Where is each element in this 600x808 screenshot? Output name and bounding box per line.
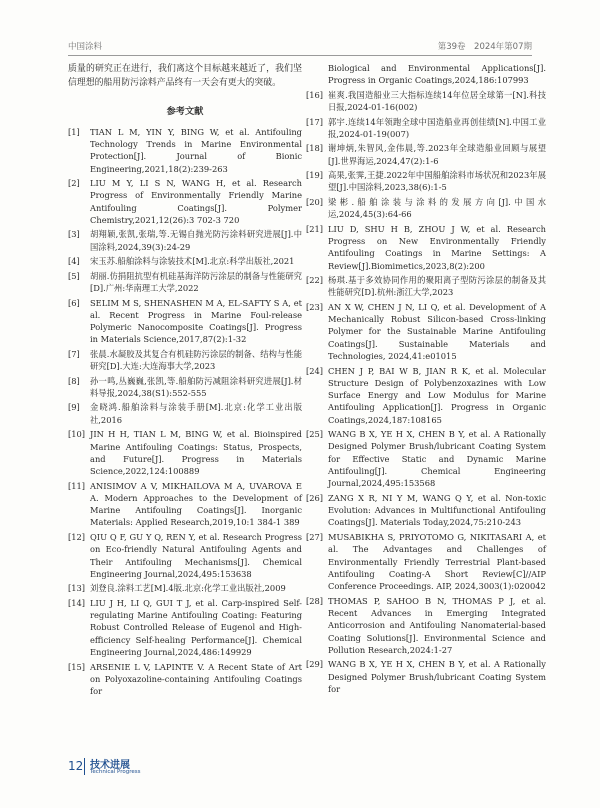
reference-number: [14] xyxy=(68,597,86,608)
references-title: 参考文献 xyxy=(166,106,204,118)
reference-text: 胡丽.仿捐阻抗型有机硅基海洋防污涂层的制备与性能研究[D].广州:华南理工大学,2022 xyxy=(90,270,302,294)
reference-item xyxy=(306,365,546,426)
reference-text: ZANG X R, NI Y M, WANG Q Y, et al. Non-toxic Evolution: Advances in Multifunctional Antifouling Coatings[J]. Materials Today,2024,75:210-243 xyxy=(328,492,546,528)
reference-item xyxy=(68,531,302,580)
reference-number: [26] xyxy=(306,492,324,503)
reference-continuation: Biological and Environmental Applications[J]. Progress in Organic Coatings,2024,186:107993 xyxy=(328,63,546,86)
reference-item xyxy=(306,89,546,114)
reference-item xyxy=(306,658,546,695)
right-reference-list xyxy=(306,89,546,695)
footer-divider xyxy=(84,758,85,775)
reference-text: ANISIMOV A V, MIKHAILOVA M A, UVAROVA E A. Modern Approaches to the Development of Marine Antifouling Coatings[J]. Inorganic Materials: Applied Research,2019,10:1 384-1 389 xyxy=(90,480,302,528)
journal-name: 中国涂料 xyxy=(68,42,103,52)
reference-item xyxy=(68,401,302,426)
reference-text: 梁彬.船舶涂装与涂料的发展方向[J].中国水运,2024,45(3):64-66 xyxy=(328,196,546,220)
reference-text: 崔爽.我国造船业三大指标连续14年位居全球第一[N].科技日报,2024-01-16(002) xyxy=(328,89,546,113)
reference-number: [24] xyxy=(306,365,324,376)
column-name-english: Technical Progress xyxy=(90,769,141,775)
reference-number: [28] xyxy=(306,595,324,606)
reference-text: WANG B X, YE H X, CHEN B Y, et al. A Rationally Designed Polymer Brush/lubricant Coating System for xyxy=(328,659,546,694)
issue-info: 第39卷 2024年第07期 xyxy=(437,42,532,52)
page-number: 12 xyxy=(68,759,84,773)
left-reference-list xyxy=(68,126,302,698)
header-rule xyxy=(68,55,532,56)
reference-item xyxy=(306,196,546,221)
reference-number: [21] xyxy=(306,223,324,234)
reference-number: [1] xyxy=(68,126,80,137)
page-footer xyxy=(68,756,268,780)
left-column xyxy=(68,62,302,700)
reference-number: [27] xyxy=(306,531,324,542)
reference-text: TIAN L M, YIN Y, BING W, et al. Antifouling Technology Trends in Marine Environmental Protection[J]. Journal of Bionic Engineering,2021,18(2):239-263 xyxy=(90,126,302,174)
reference-item xyxy=(68,375,302,400)
page-header xyxy=(0,0,600,52)
reference-item xyxy=(306,531,546,592)
reference-item xyxy=(306,492,546,529)
reference-item xyxy=(68,582,302,594)
reference-item xyxy=(68,126,302,175)
reference-number: [9] xyxy=(68,402,80,413)
reference-text: THOMAS P, SAHOO B N, THOMAS P J, et al. Recent Advances in Emerging Integrated Anticorrosion and Antifouling Nanomaterial-based Coating Solutions[J]. Environmental Science and Pollution Research,2024:1-27 xyxy=(328,595,546,655)
right-column xyxy=(306,62,546,697)
reference-item xyxy=(306,116,546,141)
reference-item xyxy=(68,297,302,346)
reference-item xyxy=(68,428,302,477)
reference-number: [12] xyxy=(68,531,86,542)
intro-paragraph: 质量的研究正在进行，我们离这个目标越来越近了，我们坚信理想的船用防污涂料产品终有一天会有更大的突破。 xyxy=(68,64,302,89)
reference-text: 金晓鸿.船舶涂料与涂装手册[M].北京:化学工业出版社,2016 xyxy=(90,402,302,425)
reference-text: 郭宇.连续14年领跑全球中国造船业再创佳绩[N].中国工业报,2024-01-19(007) xyxy=(328,116,546,139)
reference-number: [23] xyxy=(306,301,324,312)
reference-number: [10] xyxy=(68,429,86,440)
reference-number: [6] xyxy=(68,297,80,308)
reference-text: SELIM M S, SHENASHEN M A, EL-SAFTY S A, et al. Recent Progress in Marine Foul-release Polymeric Nanocomposite Coatings[J]. Progress in Materials Science,2017,87(2):1-32 xyxy=(90,297,302,345)
reference-text: ARSENIE L V, LAPINTE V. A Recent State of Art on Polyoxazoline-containing Antifouling Coatings for xyxy=(90,661,302,697)
reference-number: [17] xyxy=(306,116,324,127)
reference-text: LIU M Y, LI S N, WANG H, et al. Research Progress of Environmentally Friendly Marine Antifouling Coatings[J]. Polymer Chemistry,2021,12(26):3 702-3 720 xyxy=(90,178,302,225)
reference-number: [11] xyxy=(68,480,86,491)
column-name: 技术进展 xyxy=(90,760,130,771)
reference-number: [5] xyxy=(68,270,80,281)
reference-number: [25] xyxy=(306,429,324,440)
reference-number: [29] xyxy=(306,659,324,670)
reference-item xyxy=(68,661,302,698)
reference-item xyxy=(306,274,546,299)
reference-text: 杨琪.基于多效协同作用的聚阳离子型防污涂层的制备及其性能研究[D].杭州:浙江大学,2023 xyxy=(328,275,546,298)
reference-item xyxy=(306,142,546,167)
reference-item xyxy=(68,177,302,226)
reference-number: [13] xyxy=(68,583,86,594)
reference-text: LIU J H, LI Q, GUI T J, et al. Carp-inspired Self-regulating Marine Antifouling Coating: Featuring Robust Controlled Release of Eugenol and High-efficiency Self-healing Performance[J]. Chemical Engineering Journal,2024,486:149929 xyxy=(90,597,302,658)
reference-number: [3] xyxy=(68,229,80,240)
reference-number: [20] xyxy=(306,196,324,207)
reference-number: [8] xyxy=(68,375,80,386)
reference-item xyxy=(306,428,546,489)
reference-text: AN X W, CHEN J N, LI Q, et al. Development of A Mechanically Robust Silicon-based Cross-linking Polymer for the Sustainable Marine Antifouling Coatings[J]. Sustainable Materials and Technologies, 2024,41:e01015 xyxy=(328,301,546,362)
reference-text: 刘登良.涂料工艺[M].4版.北京:化学工业出版社,2009 xyxy=(90,583,286,594)
reference-number: [15] xyxy=(68,661,86,672)
reference-text: MUSABIKHA S, PRIYOTOMO G, NIKITASARI A, et al. The Advantages and Challenges of Environmentally Friendly Terrestrial Plant-based Antifouling Coating-A Short Review[C]//AIP Conference Proceedings. AIP, 2024,3003(1):020042 xyxy=(328,531,546,592)
reference-number: [7] xyxy=(68,348,80,359)
reference-item xyxy=(68,270,302,295)
reference-text: 张晨.水凝胶及其复合有机硅防污涂层的制备、结构与性能研究[D].大连:大连海事大学,2023 xyxy=(90,348,302,372)
reference-item xyxy=(306,301,546,362)
reference-item xyxy=(68,255,302,267)
reference-number: [18] xyxy=(306,143,324,154)
reference-text: CHEN J P, BAI W B, JIAN R K, et al. Molecular Structure Design of Polybenzoxazines with Low Surface Energy and Low Modulus for Marine Antifouling Application[J]. Progress in Organic Coatings,2024,187:108165 xyxy=(328,365,546,425)
reference-text: QIU Q F, GU Y Q, REN Y, et al. Research Progress on Eco-friendly Natural Antifouling Agents and Their Antifouling Mechanisms[J]. Chemical Engineering Journal,2024,495:153638 xyxy=(90,531,302,579)
reference-item xyxy=(306,169,546,194)
reference-number: [22] xyxy=(306,275,324,286)
reference-item xyxy=(68,348,302,373)
reference-number: [2] xyxy=(68,178,80,189)
reference-text: 宋玉苏.船舶涂料与涂装技术[M].北京:科学出版社,2021 xyxy=(90,256,295,267)
reference-text: 高果,张霁,王捷.2022年中国船舶涂料市场状况和2023年展望[J].中国涂料,2023,38(6):1-5 xyxy=(328,170,546,193)
reference-item xyxy=(68,228,302,253)
reference-text: 谢坤炳,朱智风,金伟晨,等.2023年全球造船业回顾与展望[J].世界海运,2024,47(2):1-6 xyxy=(328,143,546,166)
reference-number: [4] xyxy=(68,256,80,267)
reference-item xyxy=(68,480,302,529)
reference-item xyxy=(68,597,302,658)
reference-text: 胡翔颖,张凯,张瑞,等.无锡自抛光防污涂料研究进展[J].中国涂料,2024,39(3):24-29 xyxy=(90,229,302,252)
reference-item xyxy=(306,595,546,656)
reference-text: LIU D, SHU H B, ZHOU J W, et al. Research Progress on New Environmentally Friendly Antifouling Coatings in Marine Settings: A Review[J].Biomimetics,2023,8(2):200 xyxy=(328,223,546,271)
reference-item xyxy=(306,223,546,272)
reference-number: [19] xyxy=(306,170,324,181)
reference-text: 孙一鸣,丛巍巍,张凯,等.船舶防污减阻涂料研究进展[J].材料导报,2024,38(S1):552-555 xyxy=(90,375,302,398)
reference-text: WANG B X, YE H X, CHEN B Y, et al. A Rationally Designed Polymer Brush/lubricant Coating System for Effective Static and Dynamic Marine Antifouling[J]. Chemical Engineering Journal,2024,495:153568 xyxy=(328,429,546,489)
reference-number: [16] xyxy=(306,89,324,100)
reference-text: JIN H H, TIAN L M, BING W, et al. Bioinspired Marine Antifouling Coatings: Status, Prospects, and Future[J]. Progress in Materials Science,2022,124:100889 xyxy=(90,429,302,477)
